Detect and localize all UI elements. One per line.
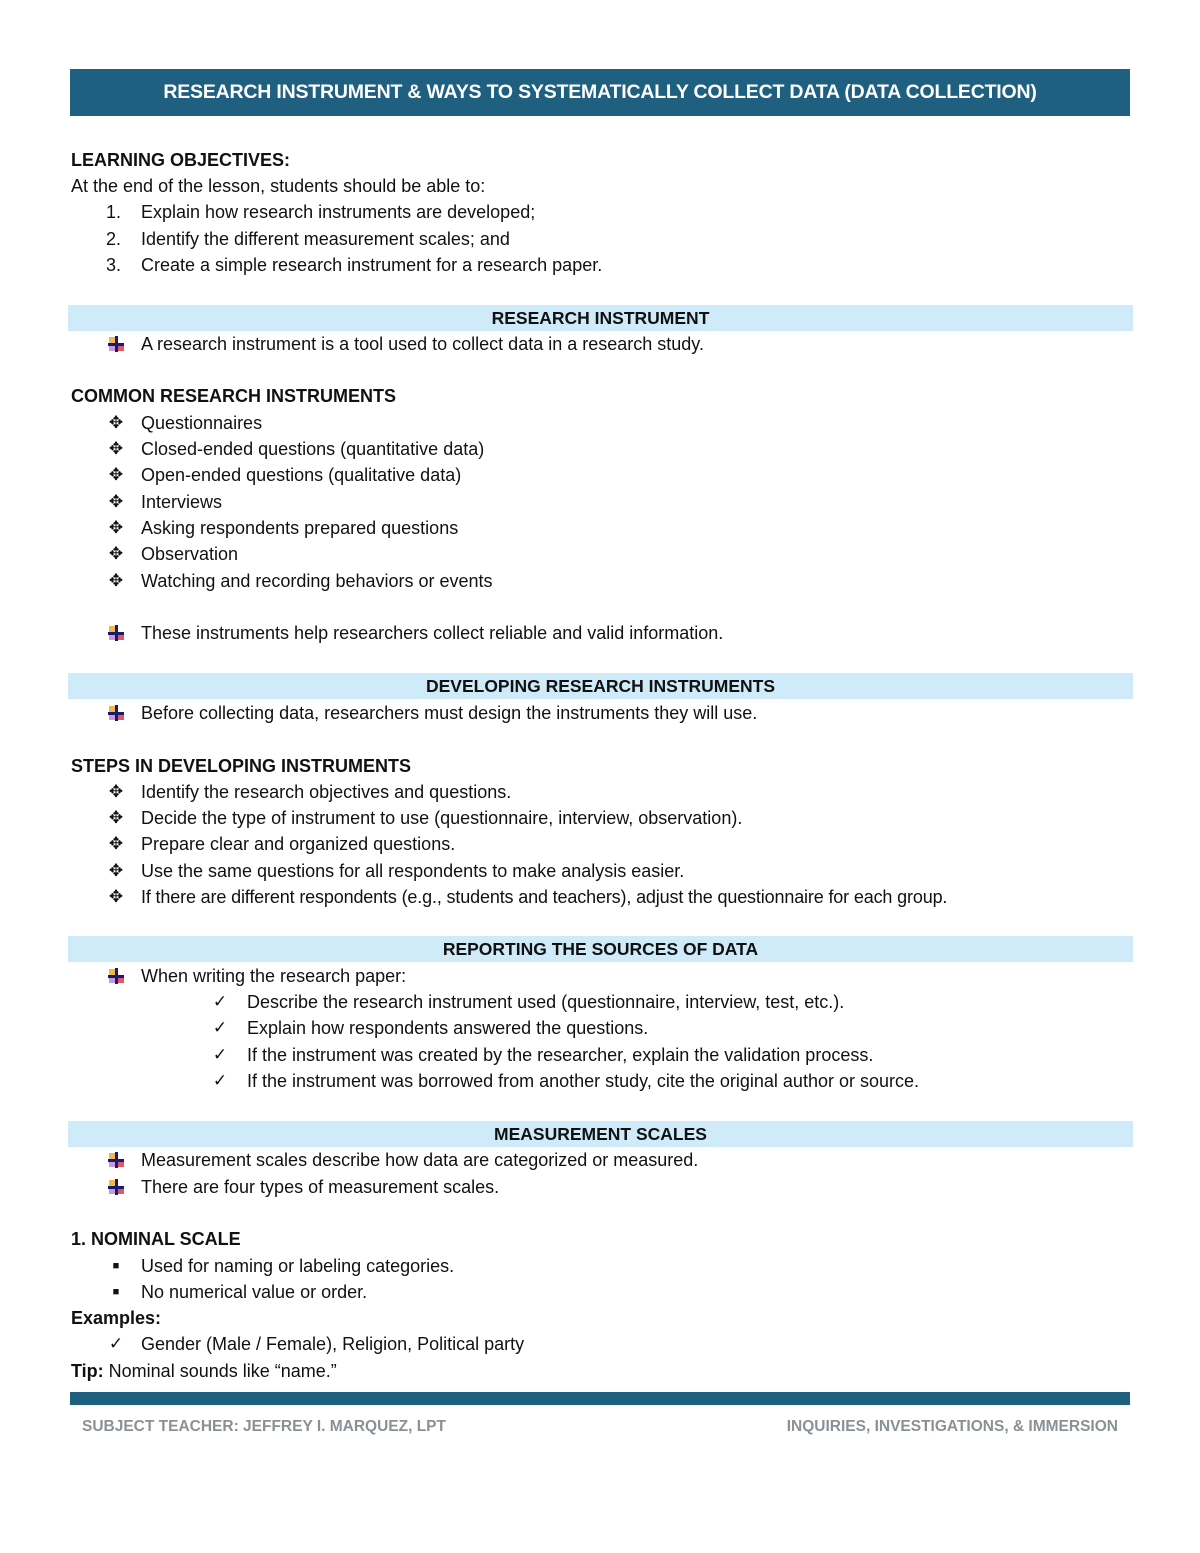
list-item-text: Use the same questions for all respondents to make analysis easier. [141,861,685,881]
example-text: Gender (Male / Female), Religion, Political party [141,1334,525,1354]
four-diamond-icon: ✥ [108,887,124,906]
check-item-text: If the instrument was created by the researcher, explain the validation process. [247,1045,874,1065]
list-item-text: Open-ended questions (qualitative data) [141,465,462,485]
list-item-text: Used for naming or labeling categories. [141,1256,455,1276]
plus-arrow-icon [104,1147,128,1173]
list-item-text: Decide the type of instrument to use (questionnaire, interview, observation). [141,808,743,828]
section-band-measurement-scales: MEASUREMENT SCALES [68,1121,1133,1147]
list-item-text: No numerical value or order. [141,1282,368,1302]
bullet-text: A research instrument is a tool used to collect data in a research study. [141,334,704,354]
objective-number: 3. [106,255,122,275]
objectives-heading: LEARNING OBJECTIVES: [71,150,291,170]
objective-text: Explain how research instruments are developed; [141,202,536,222]
steps-heading: STEPS IN DEVELOPING INSTRUMENTS [71,756,412,776]
square-bullet-icon: ■ [112,1286,120,1298]
four-diamond-icon: ✥ [108,544,124,563]
nominal-heading: 1. NOMINAL SCALE [71,1229,241,1249]
plus-arrow-icon [104,331,128,357]
list-item-text: Identify the research objectives and questions. [141,782,512,802]
check-icon: ✓ [212,1045,228,1064]
examples-label: Examples: [71,1308,162,1328]
four-diamond-icon: ✥ [108,518,124,537]
plus-arrow-icon [104,700,128,726]
section-band-reporting: REPORTING THE SOURCES OF DATA [68,936,1133,962]
section-band-developing: DEVELOPING RESEARCH INSTRUMENTS [68,673,1133,699]
list-item-text: Questionnaires [141,413,263,433]
list-item-text: Asking respondents prepared questions [141,518,459,538]
four-diamond-icon: ✥ [108,465,124,484]
check-icon: ✓ [212,1071,228,1090]
square-bullet-icon: ■ [112,1260,120,1272]
objectives-intro: At the end of the lesson, students should be able to: [71,176,486,196]
list-item-text: Closed-ended questions (quantitative data) [141,439,485,459]
plus-arrow-icon [104,620,128,646]
list-item-text: If there are different respondents (e.g., students and teachers), adjust the questionnaire for each group. [141,887,948,907]
common-heading: COMMON RESEARCH INSTRUMENTS [71,386,397,406]
check-icon: ✓ [108,1334,124,1353]
footer-subject: INQUIRIES, INVESTIGATIONS, & IMMERSION [786,1418,1118,1435]
check-item-text: If the instrument was borrowed from another study, cite the original author or source. [247,1071,919,1091]
list-item-text: Observation [141,544,239,564]
footer-bar [70,1392,1130,1405]
tip-line [71,1358,337,1384]
four-diamond-icon: ✥ [108,834,124,853]
check-icon: ✓ [212,992,228,1011]
four-diamond-icon: ✥ [108,782,124,801]
bullet-text: There are four types of measurement scales. [141,1177,500,1197]
tip-text: Nominal sounds like “name.” [103,1361,337,1381]
section-band-research-instrument: RESEARCH INSTRUMENT [68,305,1133,331]
check-icon: ✓ [212,1018,228,1037]
bullet-text: Measurement scales describe how data are categorized or measured. [141,1150,699,1170]
bullet-text: These instruments help researchers collect reliable and valid information. [141,623,724,643]
objective-number: 1. [106,202,122,222]
list-item-text: Watching and recording behaviors or events [141,571,493,591]
four-diamond-icon: ✥ [108,571,124,590]
four-diamond-icon: ✥ [108,861,124,880]
objective-text: Identify the different measurement scales; and [141,229,510,249]
plus-arrow-icon [104,963,128,989]
objective-text: Create a simple research instrument for a research paper. [141,255,603,275]
four-diamond-icon: ✥ [108,439,124,458]
tip-label: Tip: [71,1361,104,1381]
footer-teacher: SUBJECT TEACHER: JEFFREY I. MARQUEZ, LPT [82,1418,446,1435]
list-item-text: Interviews [141,492,223,512]
bullet-text: Before collecting data, researchers must design the instruments they will use. [141,703,758,723]
check-item-text: Explain how respondents answered the questions. [247,1018,649,1038]
objective-number: 2. [106,229,122,249]
check-item-text: Describe the research instrument used (questionnaire, interview, test, etc.). [247,992,845,1012]
document-title: RESEARCH INSTRUMENT & WAYS TO SYSTEMATICALLY COLLECT DATA (DATA COLLECTION) [70,69,1130,116]
bullet-text: When writing the research paper: [141,966,407,986]
four-diamond-icon: ✥ [108,413,124,432]
four-diamond-icon: ✥ [108,492,124,511]
list-item-text: Prepare clear and organized questions. [141,834,456,854]
plus-arrow-icon [104,1174,128,1200]
four-diamond-icon: ✥ [108,808,124,827]
